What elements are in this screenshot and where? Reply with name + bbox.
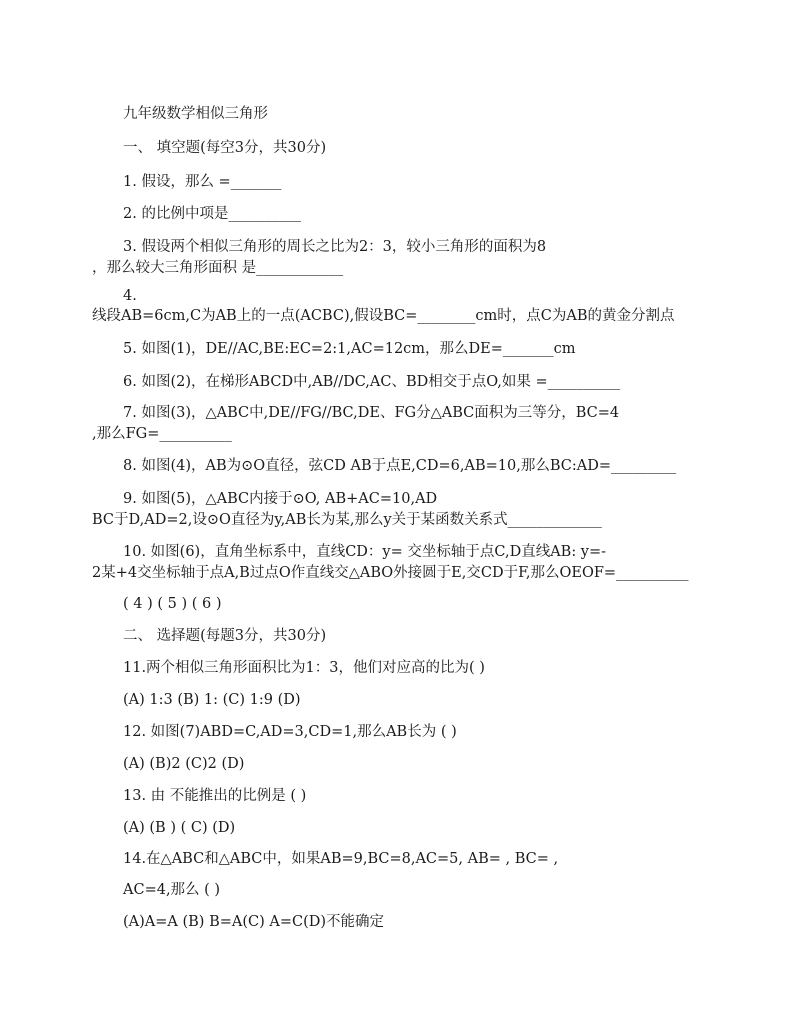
question-12-options: (A) (B)2 (C)2 (D) [123, 756, 245, 772]
question-14-line-2: AC=4,那么 ( ) [123, 882, 221, 898]
question-11: 11.两个相似三角形面积比为1：3，他们对应高的比为( ) [123, 660, 485, 676]
question-4-line-1: 4. [123, 288, 137, 304]
question-5: 5. 如图(1)，DE//AC,BE:EC=2:1,AC=12cm，那么DE=_______cm [123, 341, 576, 357]
question-14-options: (A)A=A (B) B=A(C) A=C(D)不能确定 [123, 914, 385, 930]
question-9-line-2: BC于D,AD=2,设⊙O直径为y,AB长为某,那么y关于某函数关系式_____________ [92, 512, 602, 528]
section-heading-multiple-choice: 二、 选择题(每题3分，共30分) [123, 628, 327, 644]
figure-labels: ( 4 ) ( 5 ) ( 6 ) [123, 596, 222, 612]
question-8: 8. 如图(4)，AB为⊙O直径，弦CD AB于点E,CD=6,AB=10,那么BC:AD=_________ [123, 458, 677, 474]
question-2: 2. 的比例中项是__________ [123, 206, 301, 222]
question-11-options: (A) 1:3 (B) 1: (C) 1:9 (D) [123, 692, 301, 708]
question-10-line-2: 2某+4交坐标轴于点A,B过点O作直线交△ABO外接圆于E,交CD于F,那么OEOF=__________ [92, 565, 689, 581]
question-7-line-1: 7. 如图(3)，△ABC中,DE//FG//BC,DE、FG分△ABC面积为三等分，BC=4 [123, 405, 620, 421]
question-9-line-1: 9. 如图(5)，△ABC内接于⊙O, AB+AC=10,AD [123, 491, 438, 507]
question-4-line-2: 线段AB=6cm,C为AB上的一点(ACBC),假设BC=________cm时，点C为AB的黄金分割点 [92, 308, 675, 324]
question-13-options: (A) (B ) ( C) (D) [123, 820, 236, 836]
question-3-line-2: ，那么较大三角形面积 是____________ [92, 260, 344, 276]
section-heading-fill-blank: 一、 填空题(每空3分，共30分) [123, 140, 327, 156]
document-title: 九年级数学相似三角形 [123, 106, 268, 122]
question-1: 1. 假设，那么 =_______ [123, 174, 282, 190]
question-7-line-2: ,那么FG=__________ [92, 426, 232, 442]
question-6: 6. 如图(2)，在梯形ABCD中,AB//DC,AC、BD相交于点O,如果 =__________ [123, 374, 621, 390]
question-13: 13. 由 不能推出的比例是 ( ) [123, 788, 307, 804]
question-14-line-1: 14.在△ABC和△ABC中，如果AB=9,BC=8,AC=5, AB= , BC= , [123, 851, 559, 867]
question-12: 12. 如图(7)ABD=C,AD=3,CD=1,那么AB长为 ( ) [123, 724, 457, 740]
question-10-line-1: 10. 如图(6)，直角坐标系中，直线CD：y= 交坐标轴于点C,D直线AB: y=- [123, 544, 607, 560]
question-3-line-1: 3. 假设两个相似三角形的周长之比为2：3，较小三角形的面积为8 [123, 239, 547, 255]
